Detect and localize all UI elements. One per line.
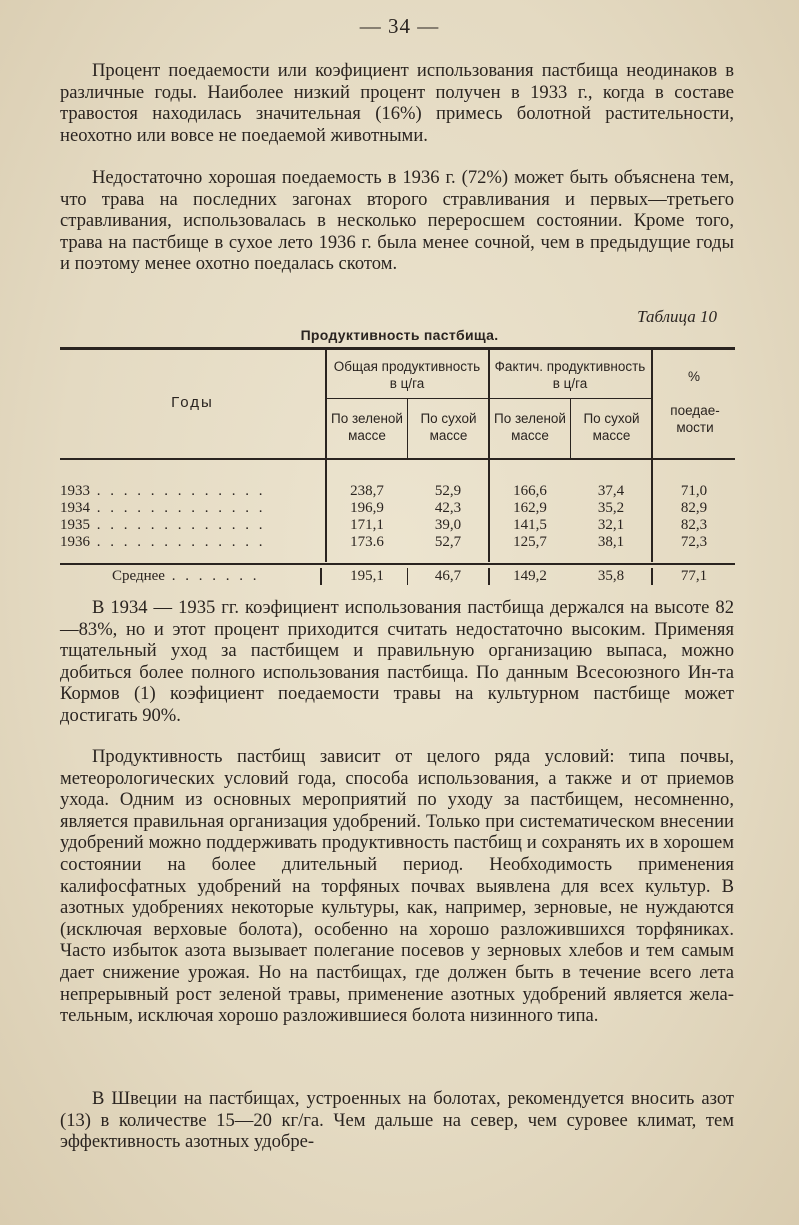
cell-actual-green: 166,6 — [513, 483, 547, 499]
avg-total-dry: 46,7 — [434, 568, 462, 584]
header-actual-dry: По сухой массе — [583, 411, 640, 443]
avg-divider-1 — [320, 568, 322, 585]
row-year: 1935 — [60, 517, 90, 533]
paragraph-5 — [60, 1088, 734, 1153]
header-years: Годы — [171, 394, 214, 411]
paragraph-3-text: В 1934 — 1935 гг. коэфициент использования пастбища держался на высоте 82—83%, но и этот процент приходится считать недостаточно высоким. Применяя тщательный уход за пастбищем и правильную организацию выпаса, можно добиться более полного использования пастбища. По данным Всесоюзного Ин-та Кормов (1) коэфициент поедаемости травы на культурном пастбище может достигать 90%. — [60, 597, 734, 726]
paragraph-2-text: Недостаточно хорошая поедаемость в 1936 г. (72%) может быть объяснена тем, что трава на последних загонах второго стравливания и первых—третьего стравливания, использовалась в несколько переросшем состоянии. Кроме того, трава на пастбище в сухое лето 1936 г. была менее сочной, чем в предыдущие годы и поэтому менее охотно поедалась скотом. — [60, 167, 734, 275]
cell-total-green: 238,7 — [350, 483, 384, 499]
row-year: 1936 — [60, 534, 90, 550]
table-col-divider-3 — [488, 349, 490, 562]
avg-total-green: 195,1 — [350, 568, 384, 584]
row-leader-dots: . . . . . . . . . . . . . — [90, 500, 266, 516]
table-caption: Таблица 10 — [637, 307, 717, 326]
avg-actual-green: 149,2 — [513, 568, 547, 584]
paragraph-1 — [60, 60, 734, 146]
table-col-divider-2 — [407, 399, 408, 459]
row-year: 1933 — [60, 483, 90, 499]
cell-total-dry: 52,7 — [434, 534, 462, 550]
cell-percent: 71,0 — [680, 483, 708, 499]
header-percent-label: поедаемости — [670, 403, 720, 435]
paragraph-4 — [60, 746, 734, 1027]
avg-divider-4 — [651, 568, 653, 585]
table-col-divider-1 — [325, 349, 327, 562]
cell-percent: 72,3 — [680, 534, 708, 550]
cell-total-dry: 52,9 — [434, 483, 462, 499]
cell-percent: 82,3 — [680, 517, 708, 533]
row-leader-dots: . . . . . . . . . . . . . — [90, 517, 266, 533]
cell-actual-green: 162,9 — [513, 500, 547, 516]
paragraph-2 — [60, 167, 734, 275]
table-avg-rule — [60, 563, 735, 565]
cell-total-dry: 39,0 — [434, 517, 462, 533]
paragraph-5-text: В Швеции на пастбищах, устроенных на болотах, рекомендуется вносить азот (13) в количестве 15—20 кг/га. Чем дальше на север, чем суровее климат, тем эффективность азотных удобре- — [60, 1088, 734, 1153]
cell-percent: 82,9 — [680, 500, 708, 516]
avg-divider-3 — [488, 568, 490, 585]
cell-total-green: 173.6 — [350, 534, 384, 550]
page-number: — 34 — — [359, 14, 440, 38]
cell-actual-green: 141,5 — [513, 517, 547, 533]
table-top-rule — [60, 347, 735, 350]
avg-leader-dots: . . . . . . . — [164, 568, 260, 584]
table-col-divider-4 — [570, 399, 571, 459]
row-year: 1934 — [60, 500, 90, 516]
header-actual-productivity: Фактич. продуктивность в ц/га — [494, 359, 646, 391]
table-title: Продуктивность пастбища. — [300, 327, 499, 343]
avg-label: Среднее — [112, 568, 165, 584]
table-col-divider-5 — [651, 349, 653, 562]
cell-actual-green: 125,7 — [513, 534, 547, 550]
avg-actual-dry: 35,8 — [597, 568, 625, 584]
header-percent-sign: % — [687, 369, 700, 384]
cell-total-dry: 42,3 — [434, 500, 462, 516]
header-total-dry: По сухой массе — [420, 411, 477, 443]
cell-actual-dry: 38,1 — [597, 534, 625, 550]
header-actual-green: По зеленой массе — [494, 411, 566, 443]
avg-divider-2 — [407, 568, 408, 585]
header-total-productivity: Общая продуктивность в ц/га — [333, 359, 481, 391]
paragraph-1-text: Процент поедаемости или коэфициент использования пастбища неодинаков в различные годы. Наиболее низкий процент получен в 1933 г., когда в составе травостоя находилась значительная (16%) примесь болотной растительности, неохотно или вовсе не поедаемой животными. — [60, 60, 734, 146]
cell-actual-dry: 35,2 — [597, 500, 625, 516]
cell-actual-dry: 32,1 — [597, 517, 625, 533]
row-leader-dots: . . . . . . . . . . . . . — [90, 534, 266, 550]
table-header-rule — [60, 458, 735, 460]
cell-total-green: 196,9 — [350, 500, 384, 516]
cell-actual-dry: 37,4 — [597, 483, 625, 499]
header-total-green: По зеленой массе — [331, 411, 403, 443]
paragraph-3 — [60, 597, 734, 727]
avg-percent: 77,1 — [680, 568, 708, 584]
paragraph-4-text: Продуктивность пастбищ зависит от целого ряда условий: типа почвы, метеорологических условий года, способа использования, а также и от приемов ухода. Одним из основных мероприятий по уходу за пастбищем, несомненно, является правильная организация удобрений. Только при систематическом внесении удобрений можно поддерживать продуктивность пастбищ и сохранять их в хорошем состоянии на более длительный период. Необходимость применения калифосфатных удобрений на торфяных почвах выявлена для всех культур. В азотных удобрениях некоторые культуры, как, например, зерновые, не нуждаются (исключая верховые болота), особенно на хорошо разложившихся торфяниках. Часто избыток азота вызывает полегание посевов у зерновых хлебов и тем самым дает снижение урожая. Но на пастбищах, где должен быть в течение всего лета непрерывный рост зеленой травы, применение азотных удобрений является желательным, исключая хорошо разложившиеся болота низинного типа. — [60, 746, 734, 1027]
row-leader-dots: . . . . . . . . . . . . . — [90, 483, 266, 499]
cell-total-green: 171,1 — [350, 517, 384, 533]
